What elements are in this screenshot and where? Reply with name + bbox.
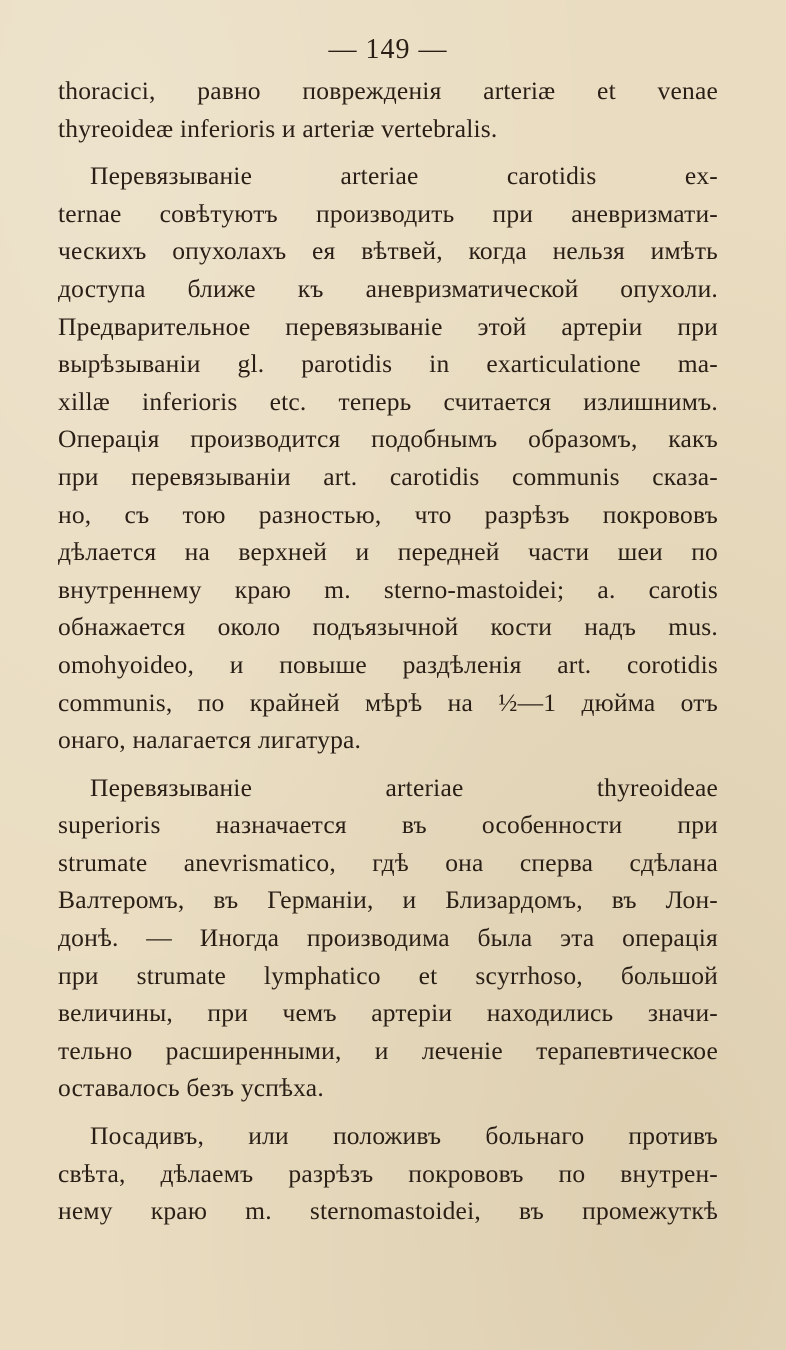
- text-line: свѣта, дѣлаемъ разрѣзъ покрововъ по внутрен-: [58, 1158, 718, 1188]
- text-line: дѣлается на верхней и передней части шеи по: [58, 537, 718, 567]
- page-number: — 149 —: [328, 34, 448, 65]
- text-line: thyreoideæ inferioris и arteriæ vertebralis.: [58, 113, 498, 143]
- section-heading-line: Перевязываніе arteriae carotidis ex-: [90, 161, 718, 191]
- text-line: ческихъ опухолахъ ея вѣтвей, когда нельзя имѣть: [58, 236, 718, 266]
- text-line: вырѣзываніи gl. parotidis in exarticulatione ma-: [58, 349, 718, 379]
- text-line: доступа ближе къ аневризматической опухоли.: [58, 273, 718, 303]
- text-line: strumate anevrismatico, гдѣ она сперва сдѣлана: [58, 847, 718, 877]
- text-line: величины, при чемъ артеріи находились значи-: [58, 998, 718, 1028]
- paragraph-4: [58, 1117, 718, 1230]
- text-line: thoracici, равно поврежденія arteriæ et venae: [58, 76, 718, 105]
- text-line: обнажается около подъязычной кости надъ mus.: [58, 612, 718, 642]
- text-line: communis, по крайней мѣрѣ на ½—1 дюйма отъ: [58, 687, 718, 717]
- text-line: но, съ тою разностью, что разрѣзъ покрововъ: [58, 499, 718, 529]
- text-line: оставалось безъ успѣха.: [58, 1073, 324, 1103]
- text-line: онаго, налагается лигатура.: [58, 725, 362, 755]
- text-line: Валтеромъ, въ Германіи, и Близардомъ, въ Лон-: [58, 885, 718, 915]
- text-line: xillæ inferioris etc. теперь считается излишнимъ.: [58, 386, 718, 416]
- text-line: тельно расширенными, и леченіе терапевтическое: [58, 1035, 718, 1065]
- text-line: Предварительное перевязываніе этой артеріи при: [58, 311, 718, 341]
- book-page: [58, 30, 718, 1240]
- text-line: при перевязываніи art. carotidis communis сказа-: [58, 461, 718, 491]
- text-line: omohyoideo, и повыше раздѣленія art. corotidis: [58, 649, 718, 679]
- paragraph-3: [58, 769, 718, 1107]
- text-line: Операція производится подобнымъ образомъ, какъ: [58, 424, 718, 454]
- text-line: при strumate lymphatico et scyrrhoso, большой: [58, 960, 718, 990]
- text-line: ternae совѣтуютъ производить при аневризмати-: [58, 198, 718, 228]
- section-heading-line: Перевязываніе arteriae thyreoideae: [90, 772, 718, 802]
- text-line: донѣ. — Иногда производима была эта операція: [58, 923, 718, 953]
- text-line: нему краю m. sternomastoidei, въ промежуткѣ: [58, 1196, 718, 1226]
- text-line: superioris назначается въ особенности при: [58, 810, 718, 840]
- text-line: Посадивъ, или положивъ больнаго противъ: [90, 1121, 718, 1151]
- paragraph-2: [58, 157, 718, 759]
- text-line: внутреннему краю m. sterno-mastoidei; a. carotis: [58, 574, 718, 604]
- paragraph-1: [58, 72, 718, 147]
